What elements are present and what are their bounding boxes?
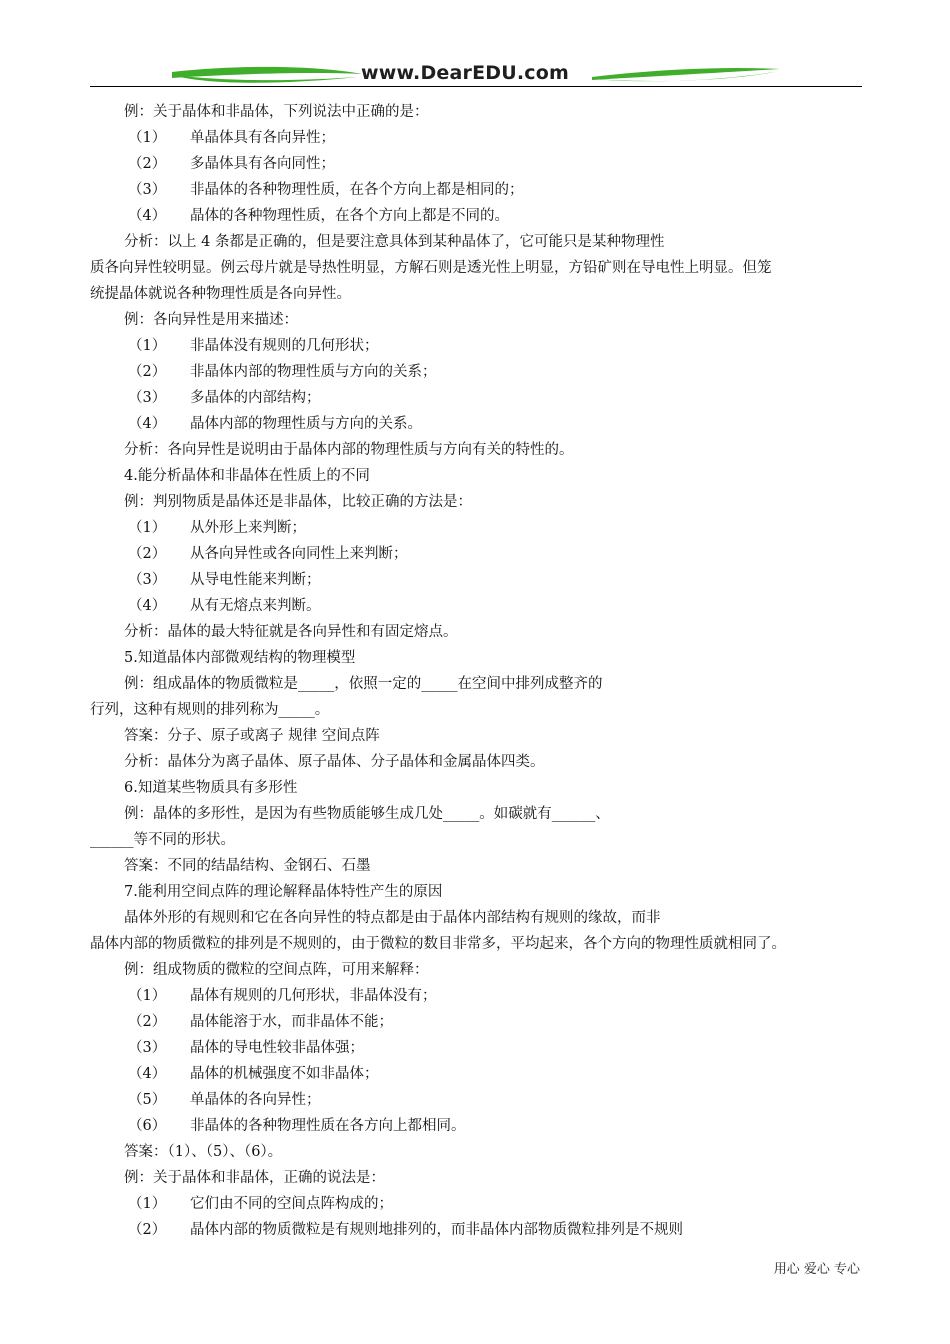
list-item [90,1009,860,1035]
list-item [90,385,860,411]
list-item [90,411,860,437]
list-item [90,567,860,593]
list-item [90,541,860,567]
line-text: 晶体的机械强度不如非晶体； [190,1066,379,1082]
line-text: 晶体的导电性较非晶体强； [190,1040,364,1056]
line-text: 答案：分子、原子或离子 规律 空间点阵 [124,728,380,744]
paragraph-line [90,827,860,853]
list-item [90,151,860,177]
paragraph-line [90,619,860,645]
line-text: 统提晶体就说各种物理性质是各向异性。 [90,286,351,302]
line-text: 晶体的各种物理性质，在各个方向上都是不同的。 [190,208,509,224]
line-text: 质各向异性较明显。例云母片就是导热性明显，方解石则是透光性上明显，方铅矿则在导电性上明显。但笼 [90,260,772,276]
line-text: 答案：（1）、（5）、（6）。 [124,1144,283,1160]
line-text: 多晶体的内部结构； [190,390,321,406]
header-divider [90,86,862,87]
item-number: （3） [128,182,167,198]
paragraph-line [90,255,860,281]
item-number: （6） [128,1118,167,1134]
line-text: 分析：以上 4 条都是正确的，但是要注意具体到某种晶体了，它可能只是某种物理性 [124,234,665,250]
list-item [90,1217,860,1243]
paragraph-line [90,99,860,125]
item-number: （1） [128,1196,167,1212]
paragraph-line [90,1165,860,1191]
item-number: （5） [128,1092,167,1108]
line-text: ______等不同的形状。 [90,832,235,848]
line-text: 晶体内部的物质微粒的排列是不规则的，由于微粒的数目非常多，平均起来，各个方向的物理性质就相同了。 [90,936,786,952]
line-text: 4.能分析晶体和非晶体在性质上的不同 [124,468,370,484]
line-text: 从有无熔点来判断。 [190,598,321,614]
line-text: 从导电性能来判断； [190,572,321,588]
line-text: 晶体内部的物理性质与方向的关系。 [190,416,422,432]
item-number: （1） [128,520,167,536]
paragraph-line [90,437,860,463]
item-number: （1） [128,988,167,1004]
line-text: 例：各向异性是用来描述： [124,312,298,328]
line-text: 多晶体具有各向同性； [190,156,335,172]
paragraph-line [90,723,860,749]
paragraph-line [90,671,860,697]
line-text: 单晶体具有各向异性； [190,130,335,146]
list-item [90,1087,860,1113]
line-text: 分析：晶体分为离子晶体、原子晶体、分子晶体和金属晶体四类。 [124,754,545,770]
line-text: 晶体能溶于水，而非晶体不能； [190,1014,393,1030]
paragraph-line [90,957,860,983]
paragraph-line [90,879,860,905]
item-number: （4） [128,598,167,614]
list-item [90,1035,860,1061]
paragraph-line [90,1139,860,1165]
line-text: 它们由不同的空间点阵构成的； [190,1196,393,1212]
line-text: 从外形上来判断； [190,520,306,536]
list-item [90,203,860,229]
line-text: 非晶体的各种物理性质在各方向上都相同。 [190,1118,466,1134]
item-number: （2） [128,364,167,380]
line-text: 分析：晶体的最大特征就是各向异性和有固定熔点。 [124,624,458,640]
paragraph-line [90,697,860,723]
list-item [90,1061,860,1087]
line-text: 从各向异性或各向同性上来判断； [190,546,408,562]
list-item [90,983,860,1009]
item-number: （4） [128,416,167,432]
line-text: 非晶体的各种物理性质，在各个方向上都是相同的； [190,182,524,198]
list-item [90,593,860,619]
page-footer: 用心 爱心 专心 [773,1262,860,1277]
paragraph-line [90,229,860,255]
list-item [90,125,860,151]
site-logo[interactable]: www.DearEDU.com [361,62,570,84]
line-text: 例：判别物质是晶体还是非晶体，比较正确的方法是： [124,494,472,510]
line-text: 7.能利用空间点阵的理论解释晶体特性产生的原因 [124,884,443,900]
line-text: 晶体外形的有规则和它在各向异性的特点都是由于晶体内部结构有规则的缘故，而非 [124,910,661,926]
item-number: （2） [128,156,167,172]
line-text: 单晶体的各向异性； [190,1092,321,1108]
paragraph-line [90,307,860,333]
paragraph-line [90,905,860,931]
line-text: 例：关于晶体和非晶体，正确的说法是： [124,1170,385,1186]
list-item [90,1191,860,1217]
line-text: 答案：不同的结晶结构、金钢石、石墨 [124,858,371,874]
item-number: （3） [128,572,167,588]
line-text: 例：关于晶体和非晶体，下列说法中正确的是： [124,104,429,120]
line-text: 行列，这种有规则的排列称为_____。 [90,702,330,718]
paragraph-line [90,489,860,515]
item-number: （3） [128,1040,167,1056]
item-number: （1） [128,130,167,146]
item-number: （2） [128,546,167,562]
line-text: 例：组成晶体的物质微粒是_____，依照一定的_____在空间中排列成整齐的 [124,676,603,692]
line-text: 非晶体没有规则的几何形状； [190,338,379,354]
line-text: 5.知道晶体内部微观结构的物理模型 [124,650,356,666]
item-number: （4） [128,208,167,224]
list-item [90,1113,860,1139]
item-number: （1） [128,338,167,354]
list-item [90,333,860,359]
line-text: 例：组成物质的微粒的空间点阵，可用来解释： [124,962,429,978]
list-item [90,177,860,203]
list-item [90,359,860,385]
line-text: 分析：各向异性是说明由于晶体内部的物理性质与方向有关的特性的。 [124,442,574,458]
line-text: 非晶体内部的物理性质与方向的关系； [190,364,437,380]
paragraph-line [90,645,860,671]
paragraph-line [90,281,860,307]
item-number: （3） [128,390,167,406]
line-text: 晶体内部的物质微粒是有规则地排列的，而非晶体内部物质微粒排列是不规则 [190,1222,683,1238]
item-number: （4） [128,1066,167,1082]
item-number: （2） [128,1222,167,1238]
paragraph-line [90,749,860,775]
line-text: 6.知道某些物质具有多形性 [124,780,298,796]
paragraph-line [90,801,860,827]
paragraph-line [90,463,860,489]
paragraph-line [90,931,860,957]
item-number: （2） [128,1014,167,1030]
paragraph-line [90,775,860,801]
line-text: 例：晶体的多形性，是因为有些物质能够生成几处_____。如碳就有______、 [124,806,610,822]
paragraph-line [90,853,860,879]
line-text: 晶体有规则的几何形状，非晶体没有； [190,988,437,1004]
list-item [90,515,860,541]
